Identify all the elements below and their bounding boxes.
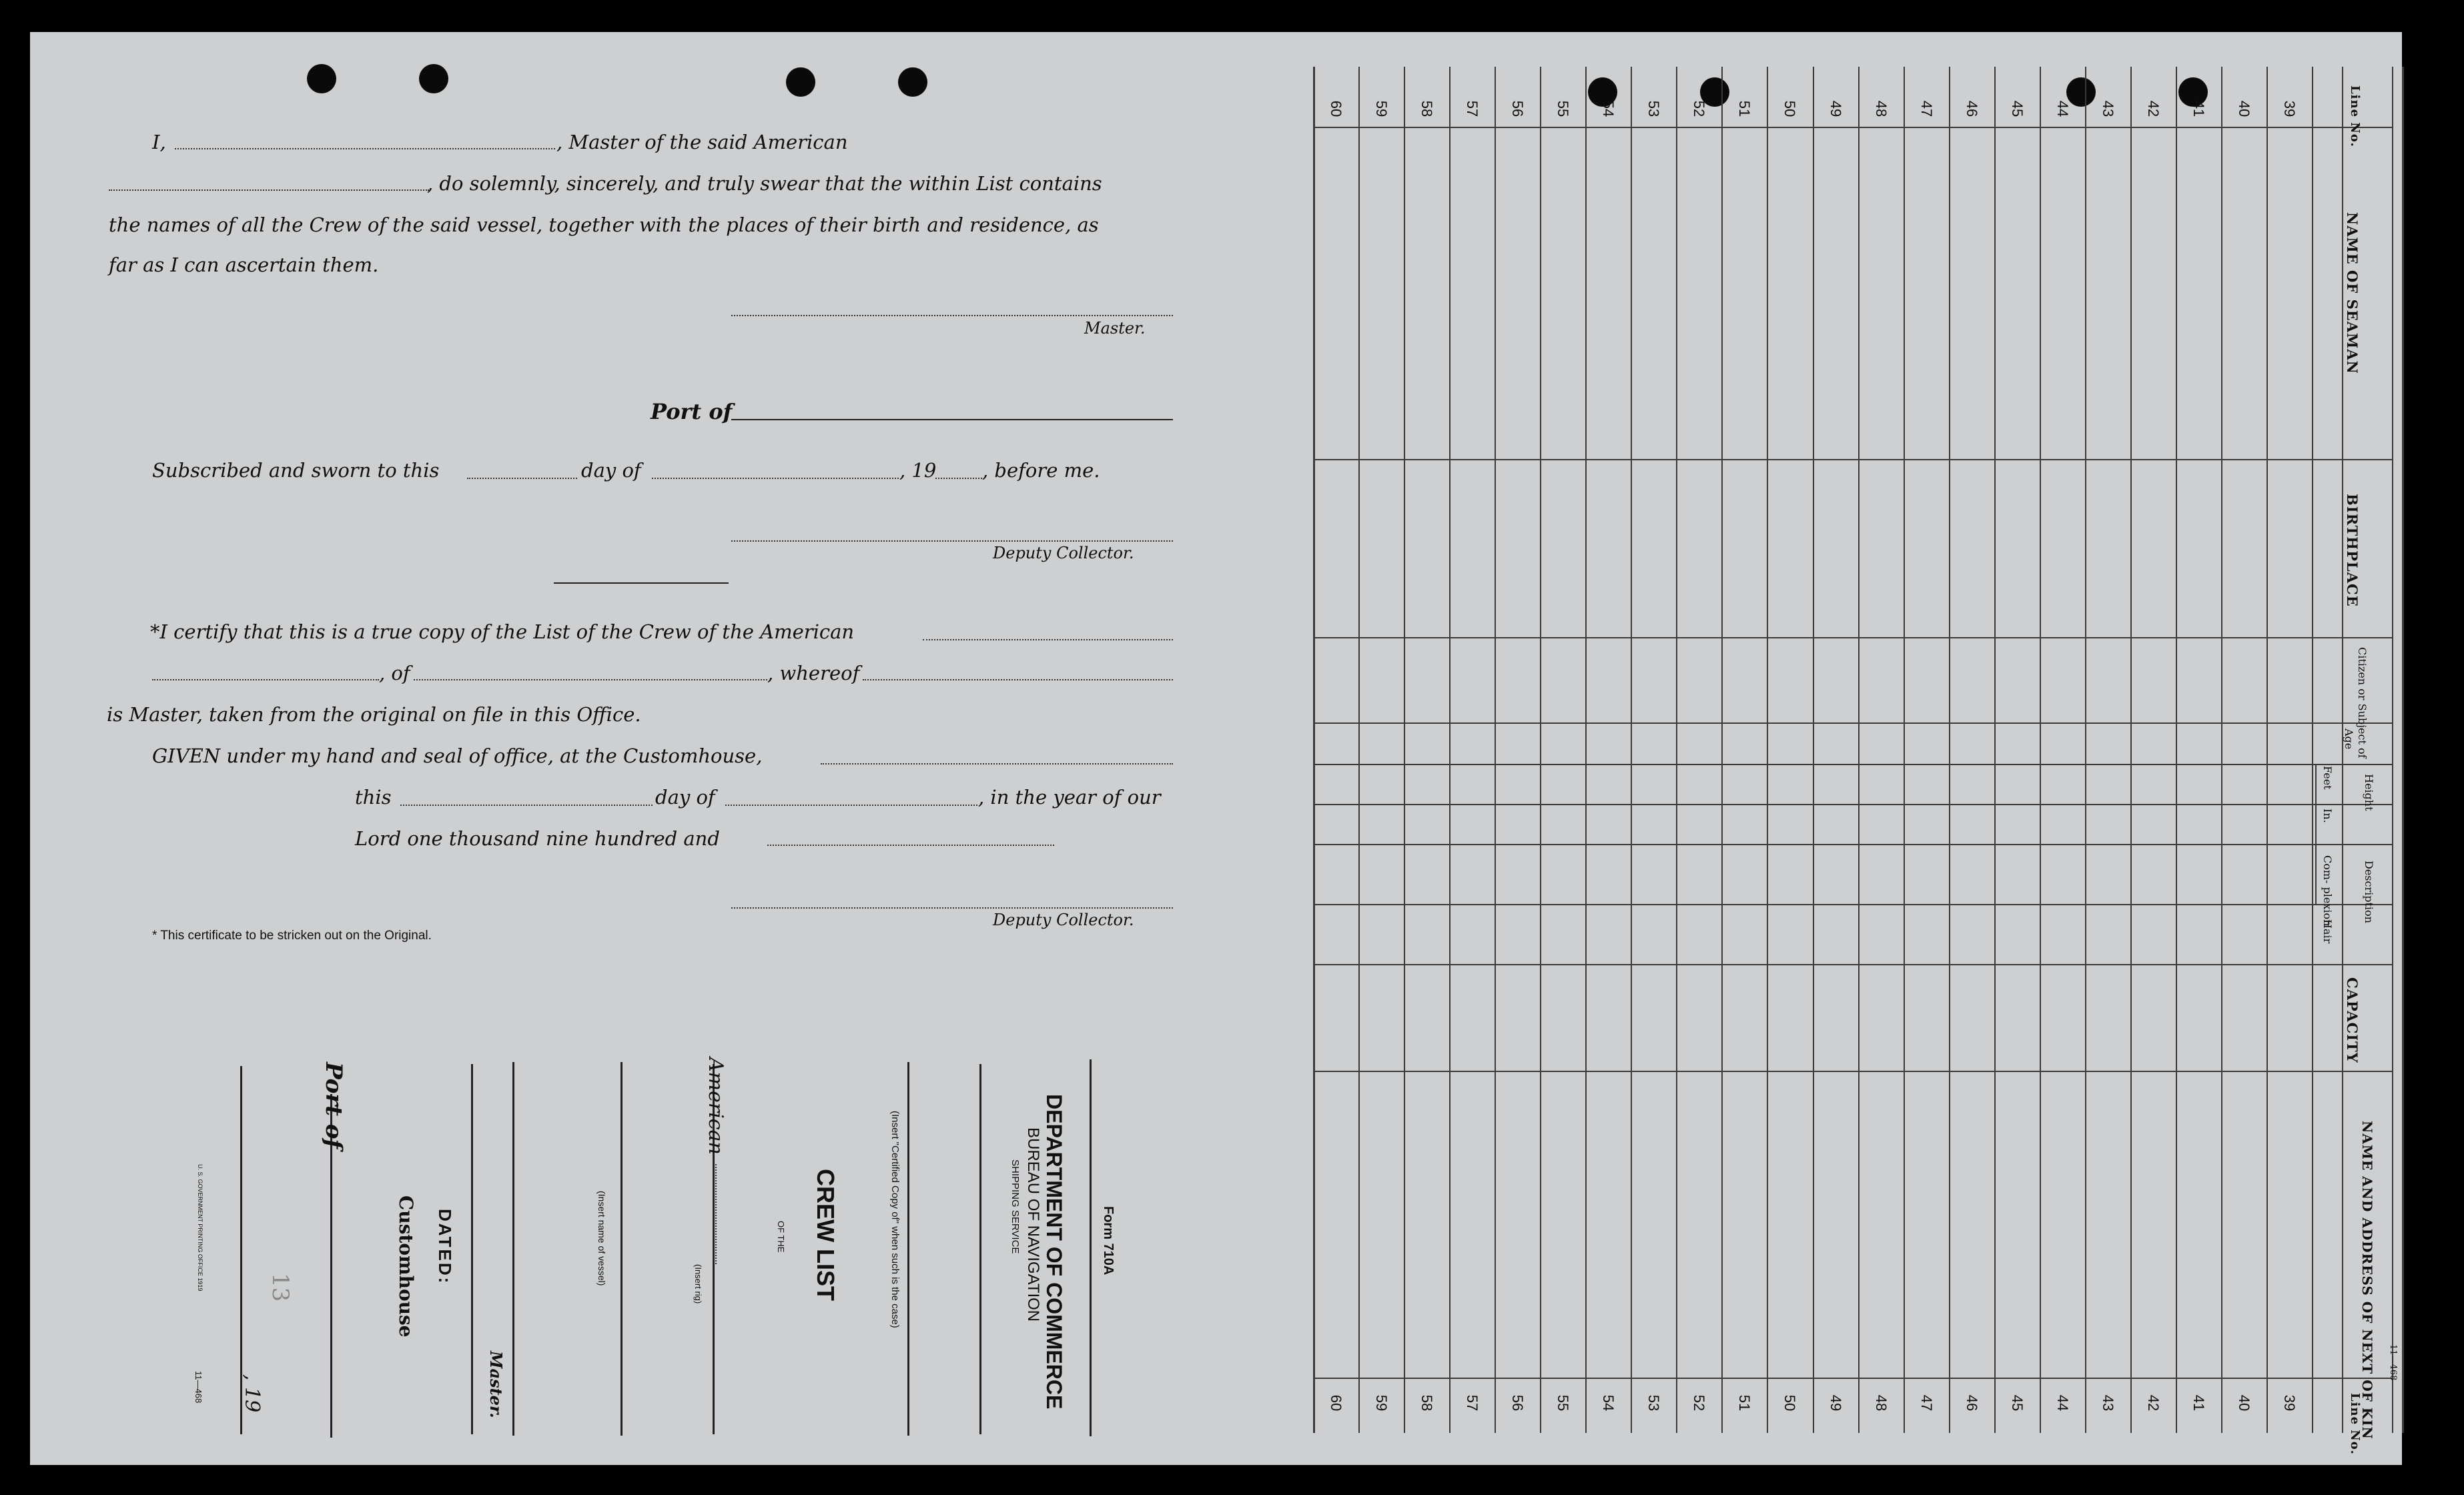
line-number-top: 47	[1918, 100, 1935, 117]
master-filing-label: Master.	[486, 1351, 506, 1418]
line-number-bottom: 40	[2235, 1394, 2252, 1412]
sworn-month-blank[interactable]	[652, 478, 899, 479]
line-number-bottom: 42	[2144, 1394, 2162, 1412]
crew-entry-row[interactable]	[1769, 128, 1810, 1376]
before-me-label: , before me.	[982, 459, 1100, 482]
customhouse-label: Customhouse	[395, 1195, 417, 1338]
line-number-top: 59	[1373, 100, 1390, 117]
column-line	[2130, 67, 2132, 1433]
certify-master-blank[interactable]	[863, 679, 1173, 680]
column-line	[2221, 67, 2222, 1433]
line-number-bottom: 59	[1373, 1394, 1390, 1412]
header-line-no: Line No.	[2348, 85, 2362, 147]
line-number-bottom: 60	[1328, 1394, 1345, 1412]
dated-label: DATED:	[435, 1209, 455, 1286]
header-divider	[2392, 67, 2393, 1433]
crew-entry-row[interactable]	[1906, 128, 1947, 1376]
header-inches: In.	[2321, 809, 2334, 823]
crew-entry-row[interactable]	[2042, 128, 2083, 1376]
deputy-collector-label-1: Deputy Collector.	[993, 544, 1134, 562]
certify-port-blank[interactable]	[414, 679, 767, 680]
column-line	[1449, 67, 1451, 1433]
crew-entry-row[interactable]	[1723, 128, 1765, 1376]
crew-entry-row[interactable]	[2269, 128, 2310, 1376]
sworn-year-blank[interactable]	[935, 478, 982, 479]
header-name-of-seaman: NAME OF SEAMAN	[2344, 212, 2361, 374]
master-signature-line[interactable]	[731, 315, 1173, 316]
in-year-label: , in the year of our	[978, 786, 1161, 809]
certify-vessel-blank[interactable]	[923, 639, 1173, 640]
punch-hole	[307, 64, 336, 93]
crew-entry-row[interactable]	[1451, 128, 1493, 1376]
column-line	[2040, 67, 2041, 1433]
line-number-bottom: 58	[1418, 1394, 1436, 1412]
port-of-blank[interactable]	[731, 419, 1173, 420]
line-number-bottom: 49	[1827, 1394, 1844, 1412]
filing-rule	[1090, 1059, 1092, 1436]
header-citizen: Citizen or Subject of	[2356, 647, 2369, 759]
header-complexion: Com- plexion	[2321, 855, 2334, 927]
crew-entry-row[interactable]	[1587, 128, 1629, 1376]
crew-entry-row[interactable]	[2178, 128, 2219, 1376]
line-number-bottom: 45	[2008, 1394, 2026, 1412]
crew-entry-row[interactable]	[1633, 128, 1674, 1376]
crew-entry-row[interactable]	[1815, 128, 1856, 1376]
subheader-divider	[2315, 764, 2317, 904]
line-number-bottom: 53	[1645, 1394, 1663, 1412]
line-number-bottom: 55	[1555, 1394, 1572, 1412]
line-number-bottom: 56	[1509, 1394, 1527, 1412]
deputy-collector-label-2: Deputy Collector.	[993, 911, 1134, 929]
crew-list-title: CREW LIST	[812, 1169, 839, 1301]
department-title: DEPARTMENT OF COMMERCE	[1042, 1094, 1066, 1410]
punch-hole	[419, 64, 448, 93]
header-feet: Feet	[2321, 766, 2334, 790]
header-birthplace: BIRTHPLACE	[2344, 494, 2361, 607]
certify-of: , of	[379, 662, 410, 684]
line-number-top: 45	[2008, 100, 2026, 117]
crew-entry-row[interactable]	[2223, 128, 2265, 1376]
this-label: this	[355, 786, 392, 809]
given-line: GIVEN under my hand and seal of office, at the Customhouse,	[152, 744, 763, 767]
column-line	[1585, 67, 1587, 1433]
certify-vessel-name-blank[interactable]	[152, 679, 379, 680]
filing-rule	[907, 1062, 909, 1436]
nineteen-label: , 19	[899, 459, 937, 482]
insert-rig-note: (Insert rig)	[693, 1264, 703, 1304]
crew-entry-row[interactable]	[2132, 128, 2174, 1376]
filing-rule	[471, 1064, 473, 1434]
line-number-top: 50	[1781, 100, 1799, 117]
port-of-filing-label: Port of	[320, 1062, 347, 1149]
line-number-top: 44	[2054, 100, 2071, 117]
oath-line4: far as I can ascertain them.	[109, 254, 379, 276]
header-description: Description	[2363, 861, 2375, 923]
crew-entry-row[interactable]	[1315, 128, 1356, 1376]
header-height: Height	[2363, 774, 2375, 811]
certify-line1: *I certify that this is a true copy of the List of the Crew of the American	[150, 620, 855, 643]
crew-entry-row[interactable]	[1360, 128, 1402, 1376]
insert-certified-note: (Insert "Certified Copy of" when such is the case)	[889, 1111, 901, 1328]
line-number-bottom: 48	[1872, 1394, 1890, 1412]
column-line	[1495, 67, 1496, 1433]
punch-hole	[786, 67, 815, 97]
line-number-top: 53	[1645, 100, 1663, 117]
line-number-top: 40	[2235, 100, 2252, 117]
column-line	[1631, 67, 1632, 1433]
line-number-top: 52	[1691, 100, 1708, 117]
column-line	[2085, 67, 2086, 1433]
customhouse-blank[interactable]	[821, 763, 1173, 765]
header-divider	[2342, 67, 2343, 1433]
line-number-bottom: 41	[2190, 1394, 2207, 1412]
filing-year-label: , 19	[240, 1374, 264, 1413]
master-name-blank[interactable]	[175, 148, 555, 149]
line-number-top: 56	[1509, 100, 1527, 117]
line-number-bottom: 50	[1781, 1394, 1799, 1412]
oath-line3: the names of all the Crew of the said vessel, together with the places of their birth and residence, as	[109, 213, 1099, 236]
handwritten-stamp: 13	[267, 1273, 294, 1302]
given-month-blank[interactable]	[725, 805, 977, 806]
oath-i: I,	[152, 131, 166, 153]
of-the-label: OF THE	[776, 1221, 786, 1253]
column-line	[1358, 67, 1360, 1433]
header-next-of-kin: NAME AND ADDRESS OF NEXT OF KIN	[2359, 1121, 2375, 1440]
column-line	[2267, 67, 2268, 1433]
punch-hole	[898, 67, 927, 97]
line-number-bottom: 52	[1691, 1394, 1708, 1412]
line-number-bottom: 51	[1736, 1394, 1753, 1412]
given-day-blank[interactable]	[400, 805, 653, 806]
filing-form-code: 11—468	[193, 1371, 203, 1404]
crew-entry-row[interactable]	[1951, 128, 1992, 1376]
bureau-title: BUREAU OF NAVIGATION	[1024, 1127, 1042, 1322]
service-title: SHIPPING SERVICE	[1009, 1159, 1021, 1254]
filing-rule	[621, 1062, 623, 1436]
insert-vessel-note: (Insert name of vessel)	[596, 1191, 607, 1286]
sworn-day-blank[interactable]	[467, 478, 577, 479]
line-number-bottom: 46	[1963, 1394, 1980, 1412]
column-line	[2312, 67, 2313, 1433]
line-number-top: 41	[2190, 100, 2207, 117]
line-number-top: 48	[1872, 100, 1890, 117]
line-number-top: 49	[1827, 100, 1844, 117]
line-number-top: 39	[2281, 100, 2298, 117]
row-line	[1313, 1378, 2392, 1379]
line-number-top: 42	[2144, 100, 2162, 117]
vessel-name-blank[interactable]	[109, 189, 429, 191]
deputy-collector-line-1[interactable]	[731, 540, 1173, 542]
column-line	[1721, 67, 1723, 1433]
printing-office-note: U. S. GOVERNMENT PRINTING OFFICE 1919	[197, 1164, 203, 1292]
line-number-top: 51	[1736, 100, 1753, 117]
crew-entry-row[interactable]	[1542, 128, 1583, 1376]
lord-line: Lord one thousand nine hundred and	[355, 827, 720, 850]
crew-entry-row[interactable]	[1860, 128, 1902, 1376]
line-number-top: 60	[1328, 100, 1345, 117]
crew-entry-row[interactable]	[1406, 128, 1447, 1376]
filing-rule	[512, 1062, 514, 1436]
column-line	[1767, 67, 1768, 1433]
header-hair: Hair	[2321, 919, 2334, 944]
certify-whereof: , whereof	[767, 662, 860, 684]
american-blank[interactable]	[715, 1164, 717, 1264]
master-label: Master.	[1084, 319, 1146, 338]
crew-entry-row[interactable]	[2087, 128, 2128, 1376]
certify-line3: is Master, taken from the original on file in this Office.	[107, 703, 641, 726]
given-year-blank[interactable]	[767, 845, 1054, 846]
line-number-bottom: 43	[2099, 1394, 2116, 1412]
line-number-top: 55	[1555, 100, 1572, 117]
column-line	[1540, 67, 1541, 1433]
section-divider	[554, 582, 729, 584]
line-number-top: 57	[1464, 100, 1481, 117]
american-label: American	[704, 1057, 727, 1155]
line-number-bottom: 47	[1918, 1394, 1935, 1412]
footer-line-no: Line No.	[2348, 1393, 2362, 1455]
table-form-code: 11—468	[2388, 1344, 2398, 1381]
form-number: Form 710A	[1101, 1206, 1116, 1276]
line-number-bottom: 39	[2281, 1394, 2298, 1412]
day-of-label: day of	[581, 459, 641, 482]
column-line	[1404, 67, 1405, 1433]
subscribed-text: Subscribed and sworn to this	[152, 459, 440, 482]
given-day-of: day of	[655, 786, 715, 809]
oath-line1: , Master of the said American	[556, 131, 848, 153]
line-number-bottom: 44	[2054, 1394, 2071, 1412]
line-number-top: 58	[1418, 100, 1436, 117]
deputy-collector-line-2[interactable]	[731, 907, 1173, 909]
table-border	[2402, 67, 2404, 1433]
line-number-bottom: 57	[1464, 1394, 1481, 1412]
crew-entry-row[interactable]	[1678, 128, 1719, 1376]
crew-entry-row[interactable]	[1996, 128, 2038, 1376]
column-line	[2176, 67, 2177, 1433]
line-number-bottom: 54	[1600, 1394, 1617, 1412]
column-line	[1676, 67, 1677, 1433]
oath-line2: , do solemnly, sincerely, and truly swear that the within List contains	[427, 172, 1102, 195]
port-of-label: Port of	[651, 399, 733, 424]
line-number-top: 43	[2099, 100, 2116, 117]
line-number-top: 46	[1963, 100, 1980, 117]
filing-rule	[979, 1064, 981, 1434]
line-number-top: 54	[1600, 100, 1617, 117]
header-age: Age	[2343, 728, 2355, 750]
certificate-footnote: * This certificate to be stricken out on the Original.	[152, 929, 432, 943]
header-capacity: CAPACITY	[2344, 977, 2361, 1063]
crew-entry-row[interactable]	[1497, 128, 1538, 1376]
